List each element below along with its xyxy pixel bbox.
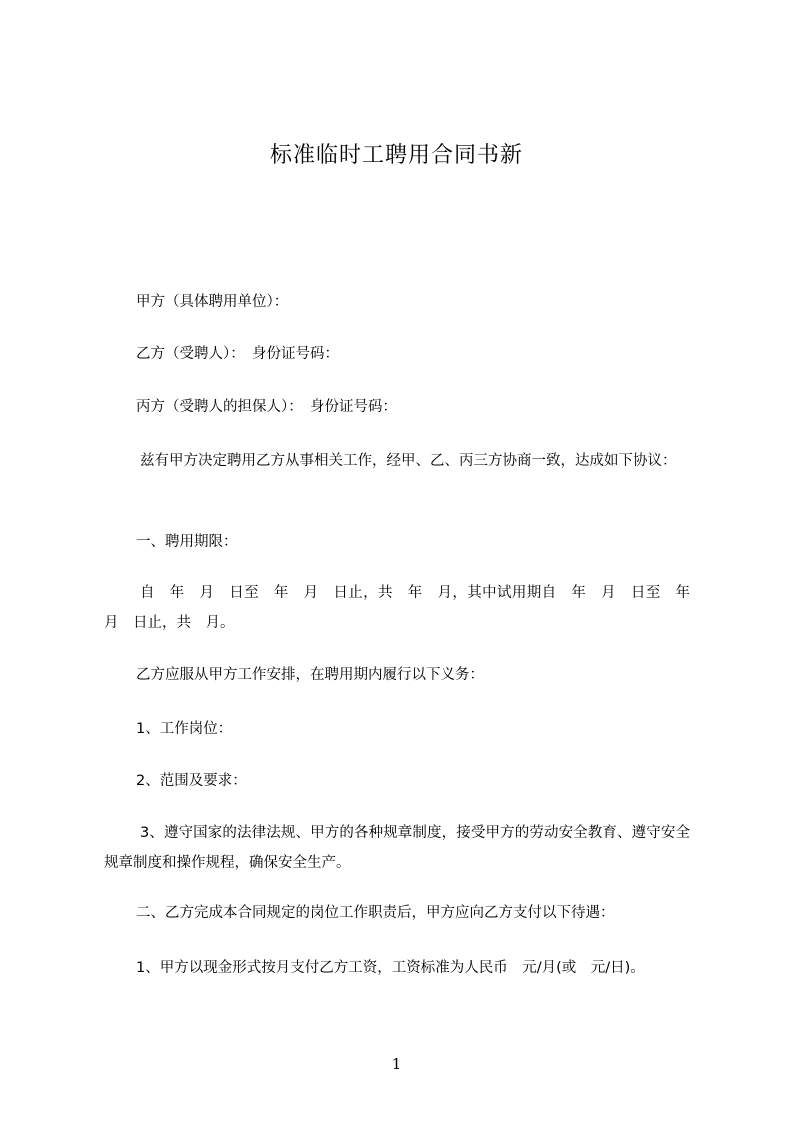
obligation-item-2: 2、范围及要求： [136,773,247,789]
party-c-line: 丙方（受聘人的担保人）： 身份证号码： [136,399,397,415]
obligation-item-1: 1、工作岗位： [136,721,233,737]
party-b-line: 乙方（受聘人）： 身份证号码： [136,346,339,362]
section-2-heading: 二、乙方完成本合同规定的岗位工作职责后，甲方应向乙方支付以下待遇： [136,905,615,921]
party-a-line: 甲方（具体聘用单位）： [136,294,289,310]
page-number: 1 [391,1055,402,1073]
intro-paragraph: 兹有甲方决定聘用乙方从事相关工作，经甲、乙、丙三方协商一致，达成如下协议： [140,453,677,469]
wage-paragraph: 1、甲方以现金形式按月支付乙方工资，工资标准为人民币 元/月(或 元/日)。 [136,960,645,976]
document-title: 标准临时工聘用合同书新 [269,143,523,168]
obligation-item-3: 3、遵守国家的法律法规、甲方的各种规章制度，接受甲方的劳动安全教育、遵守安全规章制度和操作规程，确保安全生产。 [104,825,690,871]
obligations-intro: 乙方应服从甲方工作安排，在聘用期内履行以下义务： [136,667,484,683]
term-paragraph: 自 年 月 日至 年 月 日止，共 年 月，其中试用期自 年 月 日至 年 月 日止，共 月。 [104,585,705,631]
section-1-heading: 一、聘用期限： [136,534,238,550]
